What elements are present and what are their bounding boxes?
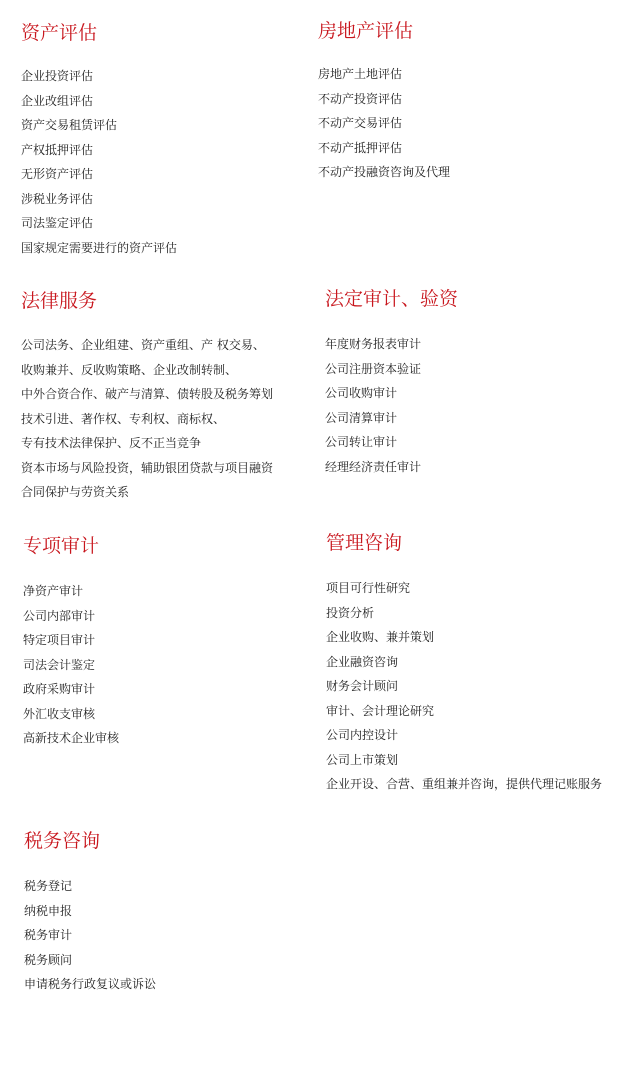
- section-tax-consulting: [24, 828, 324, 991]
- list-item: 中外合资合作、破产与清算、债转股及税务筹划: [21, 387, 274, 401]
- list-item: 公司清算审计: [325, 410, 398, 425]
- service-list: [21, 64, 177, 260]
- service-list: [318, 62, 450, 185]
- section-legal-services: [21, 288, 321, 499]
- section-title: 法律服务: [21, 290, 98, 312]
- list-item: 资本市场与风险投资，辅助银团贷款与项目融资: [21, 460, 274, 475]
- list-item: 不动产投融资咨询及代理: [318, 165, 451, 179]
- list-item: 投资分析: [326, 605, 375, 620]
- list-item: 专有技术法律保护、反不正当竞争: [21, 436, 202, 450]
- list-item: 年度财务报表审计: [325, 337, 422, 351]
- section-management-consulting: [326, 530, 626, 791]
- list-item: 房地产土地评估: [318, 67, 403, 81]
- section-title: 法定审计、验资: [325, 288, 459, 310]
- list-item: 外汇收支审核: [23, 706, 96, 721]
- section-title: 资产评估: [21, 22, 98, 44]
- list-item: 公司法务、企业组建、资产重组、产 权交易、: [21, 338, 265, 352]
- list-item: 公司注册资本验证: [325, 361, 422, 376]
- list-item: 净资产审计: [23, 584, 84, 598]
- list-item: 公司转让审计: [325, 435, 398, 449]
- list-item: 无形资产评估: [21, 167, 94, 181]
- list-item: 高新技术企业审核: [23, 731, 120, 745]
- list-item: 申请税务行政复议或诉讼: [24, 977, 157, 991]
- list-item: 合同保护与劳资关系: [21, 485, 130, 499]
- section-title: 房地产评估: [318, 20, 414, 42]
- list-item: 审计、会计理论研究: [326, 703, 435, 718]
- service-list: [326, 576, 602, 797]
- list-item: 企业收购、兼并策划: [326, 630, 435, 644]
- section-title: 税务咨询: [24, 830, 101, 852]
- service-list: [21, 333, 273, 505]
- list-item: 国家规定需要进行的资产评估: [21, 240, 178, 255]
- list-item: 政府采购审计: [23, 682, 96, 696]
- list-item: 收购兼并、反收购策略、企业改制转制、: [21, 362, 238, 377]
- list-item: 经理经济责任审计: [325, 459, 422, 474]
- list-item: 产权抵押评估: [21, 142, 94, 157]
- list-item: 不动产投资评估: [318, 91, 403, 106]
- list-item: 税务登记: [24, 879, 73, 893]
- service-list: [325, 332, 421, 479]
- list-item: 公司收购审计: [325, 386, 398, 400]
- section-asset-valuation: [21, 20, 321, 255]
- list-item: 不动产交易评估: [318, 116, 403, 130]
- list-item: 税务顾问: [24, 952, 73, 967]
- section-title: 管理咨询: [326, 532, 403, 554]
- list-item: 公司内部审计: [23, 608, 96, 623]
- list-item: 公司内控设计: [326, 728, 399, 742]
- list-item: 技术引进、著作权、专利权、商标权、: [21, 411, 226, 426]
- list-item: 资产交易租赁评估: [21, 118, 118, 132]
- list-item: 税务审计: [24, 928, 73, 942]
- list-item: 涉税业务评估: [21, 191, 94, 206]
- list-item: 项目可行性研究: [326, 581, 411, 595]
- list-item: 不动产抵押评估: [318, 140, 403, 155]
- section-statutory-audit: [325, 286, 625, 474]
- service-list: [23, 579, 119, 751]
- section-special-audit: [23, 533, 323, 745]
- section-real-estate-valuation: [318, 18, 618, 179]
- list-item: 企业改组评估: [21, 93, 94, 108]
- list-item: 司法会计鉴定: [23, 657, 96, 672]
- list-item: 纳税申报: [24, 903, 73, 918]
- list-item: 财务会计顾问: [326, 679, 399, 693]
- section-title: 专项审计: [23, 535, 100, 557]
- list-item: 企业投资评估: [21, 69, 94, 83]
- list-item: 公司上市策划: [326, 752, 399, 767]
- list-item: 企业开设、合营、重组兼并咨询，提供代理记账服务: [326, 777, 603, 791]
- list-item: 特定项目审计: [23, 633, 96, 647]
- list-item: 司法鉴定评估: [21, 216, 94, 230]
- service-list: [24, 874, 156, 997]
- list-item: 企业融资咨询: [326, 654, 399, 669]
